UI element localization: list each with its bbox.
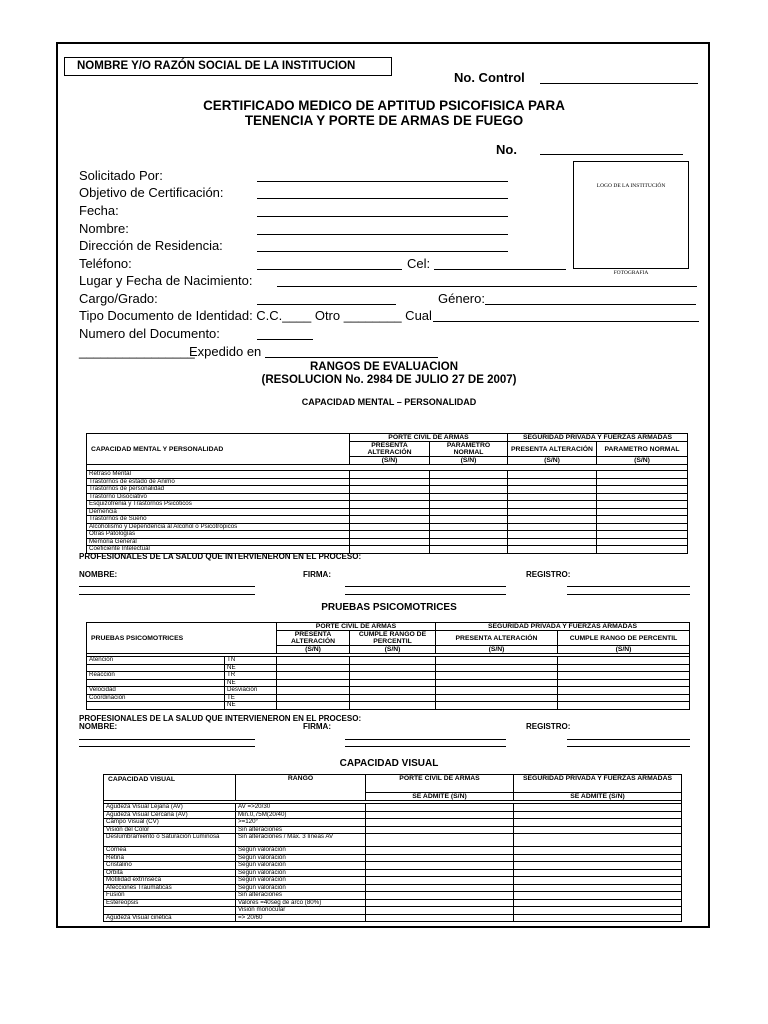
mental-row-label: Alcoholismo y Dependencia al Alcohol o Psicotrópicos xyxy=(87,523,350,531)
professionals-nombre: NOMBRE: xyxy=(79,722,118,731)
psico-section-title: PRUEBAS PSICOMOTRICES xyxy=(321,602,457,613)
visual-row-range: Según valoración xyxy=(236,877,366,885)
visual-row xyxy=(104,826,682,834)
professionals-registro: REGISTRO: xyxy=(526,570,571,579)
mental-answer-cell[interactable] xyxy=(430,531,508,539)
visual-row-range: Según valoración xyxy=(236,869,366,877)
visual-col-main: CAPACIDAD VISUAL xyxy=(104,775,236,801)
cel-field[interactable] xyxy=(434,269,566,270)
visual-row-label: Afecciones Traumáticas xyxy=(104,884,236,892)
visual-row xyxy=(104,804,682,812)
visual-answer-cell[interactable] xyxy=(366,907,514,915)
psico-row-label xyxy=(87,664,225,672)
lugar-fecha-nac-label: Lugar y Fecha de Nacimiento: xyxy=(79,273,253,288)
mental-answer-cell[interactable] xyxy=(430,486,508,494)
institution-name-box xyxy=(64,57,392,76)
visual-answer-cell[interactable] xyxy=(514,907,682,915)
nombre-field[interactable] xyxy=(257,234,508,235)
mental-answer-cell[interactable] xyxy=(350,546,430,554)
mental-row-label: Demencia xyxy=(87,508,350,516)
mental-answer-cell[interactable] xyxy=(430,508,508,516)
visual-row-range: Sin alteraciones xyxy=(236,826,366,834)
mental-answer-cell[interactable] xyxy=(350,501,430,509)
visual-answer-cell[interactable] xyxy=(366,811,514,819)
visual-se-admite: SE ADMITE (S/N) xyxy=(514,793,682,801)
mental-answer-cell[interactable] xyxy=(597,523,688,531)
psico-answer-cell[interactable] xyxy=(558,679,690,687)
genero-field[interactable] xyxy=(485,304,696,305)
mental-answer-cell[interactable] xyxy=(350,531,430,539)
psico-table xyxy=(86,622,690,710)
visual-group-porte: PORTE CIVIL DE ARMAS xyxy=(366,775,514,793)
mental-answer-cell[interactable] xyxy=(430,516,508,524)
visual-answer-cell[interactable] xyxy=(514,811,682,819)
mental-answer-cell[interactable] xyxy=(597,546,688,554)
visual-row-label xyxy=(104,907,236,915)
rangos-resolution: (RESOLUCION No. 2984 DE JULIO 27 DE 2007) xyxy=(261,374,517,386)
numero-doc-field[interactable] xyxy=(257,339,313,340)
mental-answer-cell[interactable] xyxy=(508,538,597,546)
mental-row xyxy=(87,531,688,539)
visual-row-range: Según valoración xyxy=(236,847,366,855)
nombre-label: Nombre: xyxy=(79,221,129,236)
psico-answer-cell[interactable] xyxy=(436,679,558,687)
visual-answer-cell[interactable] xyxy=(366,914,514,922)
psico-answer-cell[interactable] xyxy=(277,664,350,672)
visual-answer-cell[interactable] xyxy=(366,877,514,885)
professionals-nombre: NOMBRE: xyxy=(79,570,118,579)
visual-answer-cell[interactable] xyxy=(366,804,514,812)
visual-row-label: Cornea xyxy=(104,847,236,855)
psico-answer-cell[interactable] xyxy=(277,702,350,710)
registro-line[interactable] xyxy=(567,746,690,747)
firma-line[interactable] xyxy=(345,586,506,587)
mental-answer-cell[interactable] xyxy=(508,546,597,554)
visual-answer-cell[interactable] xyxy=(514,899,682,907)
psico-row-label: Reacción xyxy=(87,672,225,680)
visual-group-seguridad: SEGURIDAD PRIVADA Y FUERZAS ARMADAS xyxy=(514,775,682,793)
visual-answer-cell[interactable] xyxy=(366,862,514,870)
mental-answer-cell[interactable] xyxy=(350,516,430,524)
mental-row xyxy=(87,516,688,524)
visual-answer-cell[interactable] xyxy=(514,862,682,870)
mental-answer-cell[interactable] xyxy=(597,508,688,516)
psico-answer-cell[interactable] xyxy=(350,694,436,702)
mental-row xyxy=(87,538,688,546)
mental-row xyxy=(87,508,688,516)
mental-answer-cell[interactable] xyxy=(430,538,508,546)
visual-row-label: Cristalino xyxy=(104,862,236,870)
psico-row xyxy=(87,702,690,710)
mental-row-label: Trastorno Disociativo xyxy=(87,493,350,501)
visual-row-range: Sin alteraciones / Max. 3 líneas AV xyxy=(236,834,366,847)
mental-answer-cell[interactable] xyxy=(508,523,597,531)
psico-row-sub: Desviación xyxy=(225,687,277,695)
psico-row xyxy=(87,664,690,672)
title-line-1: CERTIFICADO MEDICO DE APTITUD PSICOFISICA PARA xyxy=(203,98,565,113)
mental-row-label: Retraso Mental xyxy=(87,471,350,479)
mental-sn: (S/N) xyxy=(350,457,430,465)
psico-row-sub: NE xyxy=(225,702,277,710)
psico-row-label xyxy=(87,679,225,687)
objetivo-field[interactable] xyxy=(257,198,508,199)
control-number-field[interactable] xyxy=(540,83,698,84)
psico-col-cumple: CUMPLE RANGO DE PERCENTIL xyxy=(558,631,690,646)
psico-col-presenta: PRESENTA ALTERACIÓN xyxy=(277,631,350,646)
lugar-fecha-nac-field[interactable] xyxy=(277,286,697,287)
visual-answer-cell[interactable] xyxy=(366,834,514,847)
visual-row-range: AV =>20/30 xyxy=(236,804,366,812)
visual-answer-cell[interactable] xyxy=(514,819,682,827)
visual-row xyxy=(104,877,682,885)
psico-answer-cell[interactable] xyxy=(558,694,690,702)
mental-row-label: Otras Patologías xyxy=(87,531,350,539)
psico-sn: (S/N) xyxy=(436,646,558,654)
firma-line[interactable] xyxy=(345,746,506,747)
psico-row-label: Velocidad xyxy=(87,687,225,695)
visual-section-title: CAPACIDAD VISUAL xyxy=(339,758,439,769)
psico-row-sub: TR xyxy=(225,672,277,680)
mental-answer-cell[interactable] xyxy=(508,508,597,516)
mental-col-main: CAPACIDAD MENTAL Y PERSONALIDAD xyxy=(87,434,350,465)
psico-answer-cell[interactable] xyxy=(277,672,350,680)
visual-answer-cell[interactable] xyxy=(366,892,514,900)
psico-row-sub: TN xyxy=(225,657,277,665)
visual-row-label: Fusión xyxy=(104,892,236,900)
psico-row-label: Coordinación xyxy=(87,694,225,702)
title-line-2: TENENCIA Y PORTE DE ARMAS DE FUEGO xyxy=(244,113,524,128)
visual-answer-cell[interactable] xyxy=(514,854,682,862)
psico-group-porte: PORTE CIVIL DE ARMAS xyxy=(277,623,436,631)
psico-answer-cell[interactable] xyxy=(436,694,558,702)
firma-line[interactable] xyxy=(345,594,506,595)
mental-answer-cell[interactable] xyxy=(350,523,430,531)
mental-row-label: Trastornos de estado de Animo xyxy=(87,478,350,486)
psico-sn: (S/N) xyxy=(558,646,690,654)
logo-placeholder: LOGO DE LA INSTITUCIÓN xyxy=(596,183,666,189)
solicitado-label: Solicitado Por: xyxy=(79,168,163,183)
visual-row-label: Visión del Color xyxy=(104,826,236,834)
visual-answer-cell[interactable] xyxy=(366,847,514,855)
visual-row-range: >=120° xyxy=(236,819,366,827)
cargo-field[interactable] xyxy=(257,304,396,305)
mental-col-parametro: PARAMETRO NORMAL xyxy=(430,442,508,457)
psico-sn: (S/N) xyxy=(277,646,350,654)
visual-row xyxy=(104,899,682,907)
mental-sn: (S/N) xyxy=(508,457,597,465)
mental-sn: (S/N) xyxy=(430,457,508,465)
psico-answer-cell[interactable] xyxy=(350,672,436,680)
professionals-title: PROFESIONALES DE LA SALUD QUE INTERVIENERON EN EL PROCESO: xyxy=(79,714,362,723)
psico-answer-cell[interactable] xyxy=(436,687,558,695)
professionals-firma: FIRMA: xyxy=(303,570,331,579)
mental-group-seguridad: SEGURIDAD PRIVADA Y FUERZAS ARMADAS xyxy=(508,434,688,442)
mental-section-title: CAPACIDAD MENTAL – PERSONALIDAD xyxy=(301,397,477,407)
visual-row-label: Agudeza Visual Lejana (AV) xyxy=(104,804,236,812)
cel-label: Cel: xyxy=(407,256,431,271)
nombre-line[interactable] xyxy=(79,739,255,740)
visual-row-label: Deslumbramiento o Saturación Luminosa xyxy=(104,834,236,847)
visual-answer-cell[interactable] xyxy=(514,869,682,877)
visual-row-range: Según valoración xyxy=(236,884,366,892)
visual-row-range: Según valoración xyxy=(236,854,366,862)
professionals-firma: FIRMA: xyxy=(303,722,331,731)
visual-answer-cell[interactable] xyxy=(366,826,514,834)
visual-answer-cell[interactable] xyxy=(514,804,682,812)
mental-sn: (S/N) xyxy=(597,457,688,465)
visual-row-label: Orbita xyxy=(104,869,236,877)
visual-row-range: Valores =40seg de arco (80%) xyxy=(236,899,366,907)
mental-row xyxy=(87,523,688,531)
expedido-label: Expedido en xyxy=(189,344,262,359)
mental-row xyxy=(87,493,688,501)
mental-answer-cell[interactable] xyxy=(350,508,430,516)
genero-label: Género: xyxy=(438,291,485,306)
mental-answer-cell[interactable] xyxy=(508,501,597,509)
visual-row-label: Estereopsis xyxy=(104,899,236,907)
photo-label: FOTOGRAFIA xyxy=(613,270,649,276)
visual-row xyxy=(104,847,682,855)
visual-row-label: Retina xyxy=(104,854,236,862)
visual-answer-cell[interactable] xyxy=(514,892,682,900)
visual-row-range: Min.0,75M(20/40) xyxy=(236,811,366,819)
nombre-line[interactable] xyxy=(79,586,255,587)
mental-row xyxy=(87,471,688,479)
mental-col-presenta: PRESENTA ALTERACIÓN xyxy=(350,442,430,457)
mental-col-presenta: PRESENTA ALTERACIÓN xyxy=(508,442,597,457)
mental-row-label: Memoria General xyxy=(87,538,350,546)
visual-answer-cell[interactable] xyxy=(514,834,682,847)
psico-answer-cell[interactable] xyxy=(436,664,558,672)
visual-row xyxy=(104,892,682,900)
telefono-field[interactable] xyxy=(257,269,402,270)
visual-row xyxy=(104,811,682,819)
psico-answer-cell[interactable] xyxy=(436,657,558,665)
mental-answer-cell[interactable] xyxy=(430,523,508,531)
psico-col-cumple: CUMPLE RANGO DE PERCENTIL xyxy=(350,631,436,646)
mental-answer-cell[interactable] xyxy=(597,493,688,501)
expedido-prefix: ________________ xyxy=(79,344,195,359)
mental-answer-cell[interactable] xyxy=(597,531,688,539)
visual-row xyxy=(104,862,682,870)
mental-table xyxy=(86,433,688,554)
direccion-label: Dirección de Residencia: xyxy=(79,238,223,253)
registro-line[interactable] xyxy=(567,586,690,587)
mental-answer-cell[interactable] xyxy=(508,531,597,539)
mental-answer-cell[interactable] xyxy=(597,486,688,494)
visual-answer-cell[interactable] xyxy=(514,826,682,834)
psico-answer-cell[interactable] xyxy=(558,702,690,710)
visual-row xyxy=(104,819,682,827)
visual-row xyxy=(104,834,682,847)
mental-answer-cell[interactable] xyxy=(350,538,430,546)
visual-table xyxy=(103,774,682,922)
psico-answer-cell[interactable] xyxy=(277,694,350,702)
mental-answer-cell[interactable] xyxy=(430,478,508,486)
cargo-label: Cargo/Grado: xyxy=(79,291,158,306)
visual-answer-cell[interactable] xyxy=(514,914,682,922)
number-label: No. xyxy=(496,142,517,157)
tipo-doc-cual-field[interactable] xyxy=(433,321,699,322)
psico-answer-cell[interactable] xyxy=(436,672,558,680)
visual-answer-cell[interactable] xyxy=(366,869,514,877)
mental-answer-cell[interactable] xyxy=(508,493,597,501)
numero-doc-label: Numero del Documento: xyxy=(79,326,220,341)
psico-row xyxy=(87,679,690,687)
mental-row xyxy=(87,486,688,494)
visual-answer-cell[interactable] xyxy=(366,819,514,827)
mental-row-label: Trastornos de Sueño xyxy=(87,516,350,524)
firma-line[interactable] xyxy=(345,739,506,740)
mental-answer-cell[interactable] xyxy=(508,478,597,486)
psico-group-seguridad: SEGURIDAD PRIVADA Y FUERZAS ARMADAS xyxy=(436,623,690,631)
visual-answer-cell[interactable] xyxy=(366,899,514,907)
institution-label: NOMBRE Y/O RAZÓN SOCIAL DE LA INSTITUCION xyxy=(77,60,356,72)
mental-row-label: Trastornos de personalidad xyxy=(87,486,350,494)
mental-answer-cell[interactable] xyxy=(350,493,430,501)
psico-answer-cell[interactable] xyxy=(350,657,436,665)
mental-row xyxy=(87,478,688,486)
psico-answer-cell[interactable] xyxy=(558,687,690,695)
visual-row xyxy=(104,907,682,915)
psico-answer-cell[interactable] xyxy=(558,657,690,665)
mental-answer-cell[interactable] xyxy=(597,471,688,479)
objetivo-label: Objetivo de Certificación: xyxy=(79,185,224,200)
psico-answer-cell[interactable] xyxy=(558,664,690,672)
mental-row-label: Esquizofrenia y Trastornos Psicóticos xyxy=(87,501,350,509)
mental-answer-cell[interactable] xyxy=(430,546,508,554)
number-field[interactable] xyxy=(540,154,683,155)
registro-line[interactable] xyxy=(567,594,690,595)
control-label: No. Control xyxy=(454,70,525,85)
visual-answer-cell[interactable] xyxy=(366,884,514,892)
visual-se-admite: SE ADMITE (S/N) xyxy=(366,793,514,801)
mental-col-parametro: PARAMETRO NORMAL xyxy=(597,442,688,457)
mental-answer-cell[interactable] xyxy=(597,478,688,486)
mental-row xyxy=(87,501,688,509)
mental-answer-cell[interactable] xyxy=(350,486,430,494)
psico-row-sub: NE xyxy=(225,679,277,687)
psico-row xyxy=(87,672,690,680)
mental-answer-cell[interactable] xyxy=(597,538,688,546)
registro-line[interactable] xyxy=(567,739,690,740)
psico-row-sub: NE xyxy=(225,664,277,672)
visual-row-range: Visión monocular xyxy=(236,907,366,915)
mental-answer-cell[interactable] xyxy=(508,516,597,524)
mental-answer-cell[interactable] xyxy=(430,493,508,501)
psico-col-presenta: PRESENTA ALTERACIÓN xyxy=(436,631,558,646)
mental-row-label: Coeficiente Intelectual xyxy=(87,546,350,554)
psico-row-label xyxy=(87,702,225,710)
visual-row xyxy=(104,869,682,877)
photo-box xyxy=(573,161,689,269)
psico-answer-cell[interactable] xyxy=(558,672,690,680)
psico-row-label: Atención xyxy=(87,657,225,665)
psico-answer-cell[interactable] xyxy=(436,702,558,710)
visual-row-label: Motilidad extrínseca xyxy=(104,877,236,885)
psico-answer-cell[interactable] xyxy=(277,657,350,665)
professionals-registro: REGISTRO: xyxy=(526,722,571,731)
nombre-line[interactable] xyxy=(79,746,255,747)
visual-row xyxy=(104,914,682,922)
psico-answer-cell[interactable] xyxy=(350,687,436,695)
mental-answer-cell[interactable] xyxy=(508,486,597,494)
professionals-title: PROFESIONALES DE LA SALUD QUE INTERVIENERON EN EL PROCESO: xyxy=(79,552,362,561)
psico-answer-cell[interactable] xyxy=(277,679,350,687)
mental-answer-cell[interactable] xyxy=(350,478,430,486)
fecha-field[interactable] xyxy=(257,216,508,217)
visual-row-range: Sin alteraciones xyxy=(236,892,366,900)
visual-row-label: Campo Visual (CV) xyxy=(104,819,236,827)
visual-answer-cell[interactable] xyxy=(514,877,682,885)
visual-answer-cell[interactable] xyxy=(366,854,514,862)
visual-row-range: => 20/60 xyxy=(236,914,366,922)
psico-answer-cell[interactable] xyxy=(350,702,436,710)
psico-answer-cell[interactable] xyxy=(350,664,436,672)
visual-row xyxy=(104,854,682,862)
visual-answer-cell[interactable] xyxy=(514,884,682,892)
mental-answer-cell[interactable] xyxy=(597,501,688,509)
tipo-doc-label: Tipo Documento de Identidad: C.C.____ Otro ________ Cual xyxy=(79,308,432,323)
visual-row xyxy=(104,884,682,892)
expedido-field[interactable] xyxy=(265,357,438,358)
rangos-title: RANGOS DE EVALUACION xyxy=(309,361,459,373)
mental-group-porte: PORTE CIVIL DE ARMAS xyxy=(350,434,508,442)
visual-row-label: Agudeza Visual cinética xyxy=(104,914,236,922)
visual-row-range: Según valoración xyxy=(236,862,366,870)
visual-col-rango: RANGO xyxy=(236,775,366,801)
mental-answer-cell[interactable] xyxy=(430,501,508,509)
solicitado-field[interactable] xyxy=(257,181,508,182)
mental-answer-cell[interactable] xyxy=(430,471,508,479)
nombre-line[interactable] xyxy=(79,594,255,595)
psico-answer-cell[interactable] xyxy=(277,687,350,695)
visual-answer-cell[interactable] xyxy=(514,847,682,855)
psico-row xyxy=(87,694,690,702)
visual-row-label: Agudeza Visual Cercana (AV) xyxy=(104,811,236,819)
direccion-field[interactable] xyxy=(257,251,508,252)
psico-answer-cell[interactable] xyxy=(350,679,436,687)
mental-answer-cell[interactable] xyxy=(350,471,430,479)
fecha-label: Fecha: xyxy=(79,203,119,218)
telefono-label: Teléfono: xyxy=(79,256,132,271)
psico-row xyxy=(87,657,690,665)
psico-sn: (S/N) xyxy=(350,646,436,654)
psico-col-main: PRUEBAS PSICOMOTRICES xyxy=(87,623,277,654)
psico-row-sub: TE xyxy=(225,694,277,702)
mental-answer-cell[interactable] xyxy=(597,516,688,524)
psico-row xyxy=(87,687,690,695)
mental-answer-cell[interactable] xyxy=(508,471,597,479)
